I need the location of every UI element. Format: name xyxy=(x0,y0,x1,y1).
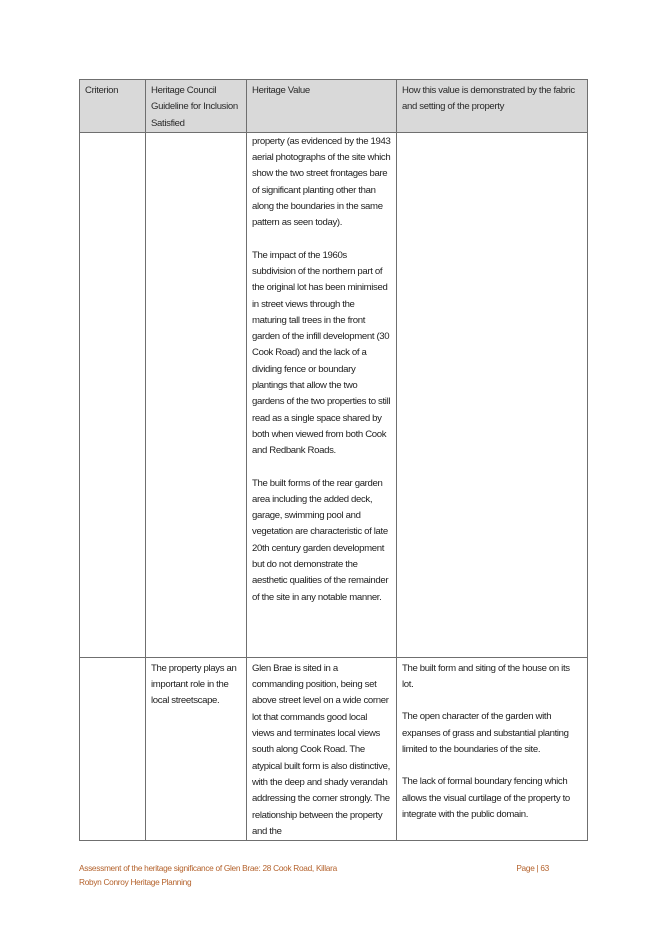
page-footer xyxy=(79,861,549,889)
heritage-assessment-table xyxy=(79,79,588,841)
demonstration-cell xyxy=(397,657,588,840)
heritage-value-paragraph: The built forms of the rear garden area including the added deck, garage, swimming pool and vegetation are characteristic of late 20th century garden development but do not demonstrate the aesthetic qualities of the remainder of the site in any notable manner. xyxy=(252,477,389,603)
table-header-row xyxy=(80,80,588,133)
table-row xyxy=(80,657,588,840)
criterion-cell xyxy=(80,132,146,657)
header-demonstration: How this value is demonstrated by the fabric and setting of the property xyxy=(397,80,588,133)
heritage-value-paragraph: Glen Brae is sited in a commanding position, being set above street level on a wide corner lot that commands good local views and terminates local views south along Cook Road. The atypical built form is also distinctive, with the deep and shady verandah addressing the corner strongly. The relationship between the property and the xyxy=(252,662,390,837)
demonstration-paragraph: The lack of formal boundary fencing which allows the visual curtilage of the property to integrate with the public domain. xyxy=(402,776,570,820)
guideline-cell xyxy=(146,132,247,657)
heritage-value-cell xyxy=(247,657,397,840)
demonstration-paragraph: The open character of the garden with expanses of grass and substantial planting limited to the boundaries of the site. xyxy=(402,711,569,756)
footer-document-title: Assessment of the heritage significance of Glen Brae: 28 Cook Road, Killara xyxy=(79,863,337,873)
page-number: Page | 63 xyxy=(516,863,549,873)
header-guideline: Heritage Council Guideline for Inclusion Satisfied xyxy=(146,80,247,133)
heritage-value-paragraph: The impact of the 1960s subdivision of the northern part of the original lot has been minimised in street views through the maturing tall trees in the front garden of the infill development (30 Cook Road) and the lack of a dividing fence or boundary plantings that allow the two gardens of the two properties to still read as a single space shared by both when viewed from both Cook and Redbank Roads. xyxy=(252,249,391,457)
heritage-value-paragraph: property (as evidenced by the 1943 aerial photographs of the site which show the two street frontages bare of significant planting other than along the boundaries in the same pattern as seen today). xyxy=(252,135,391,229)
table-row xyxy=(80,132,588,657)
header-criterion: Criterion xyxy=(80,80,146,133)
demonstration-cell xyxy=(397,132,588,657)
demonstration-paragraph: The built form and siting of the house on its lot. xyxy=(402,662,570,691)
heritage-value-cell xyxy=(247,132,397,657)
header-heritage-value: Heritage Value xyxy=(247,80,397,133)
footer-author: Robyn Conroy Heritage Planning xyxy=(79,877,192,887)
guideline-cell: The property plays an important role in the local streetscape. xyxy=(146,657,247,840)
criterion-cell xyxy=(80,657,146,840)
